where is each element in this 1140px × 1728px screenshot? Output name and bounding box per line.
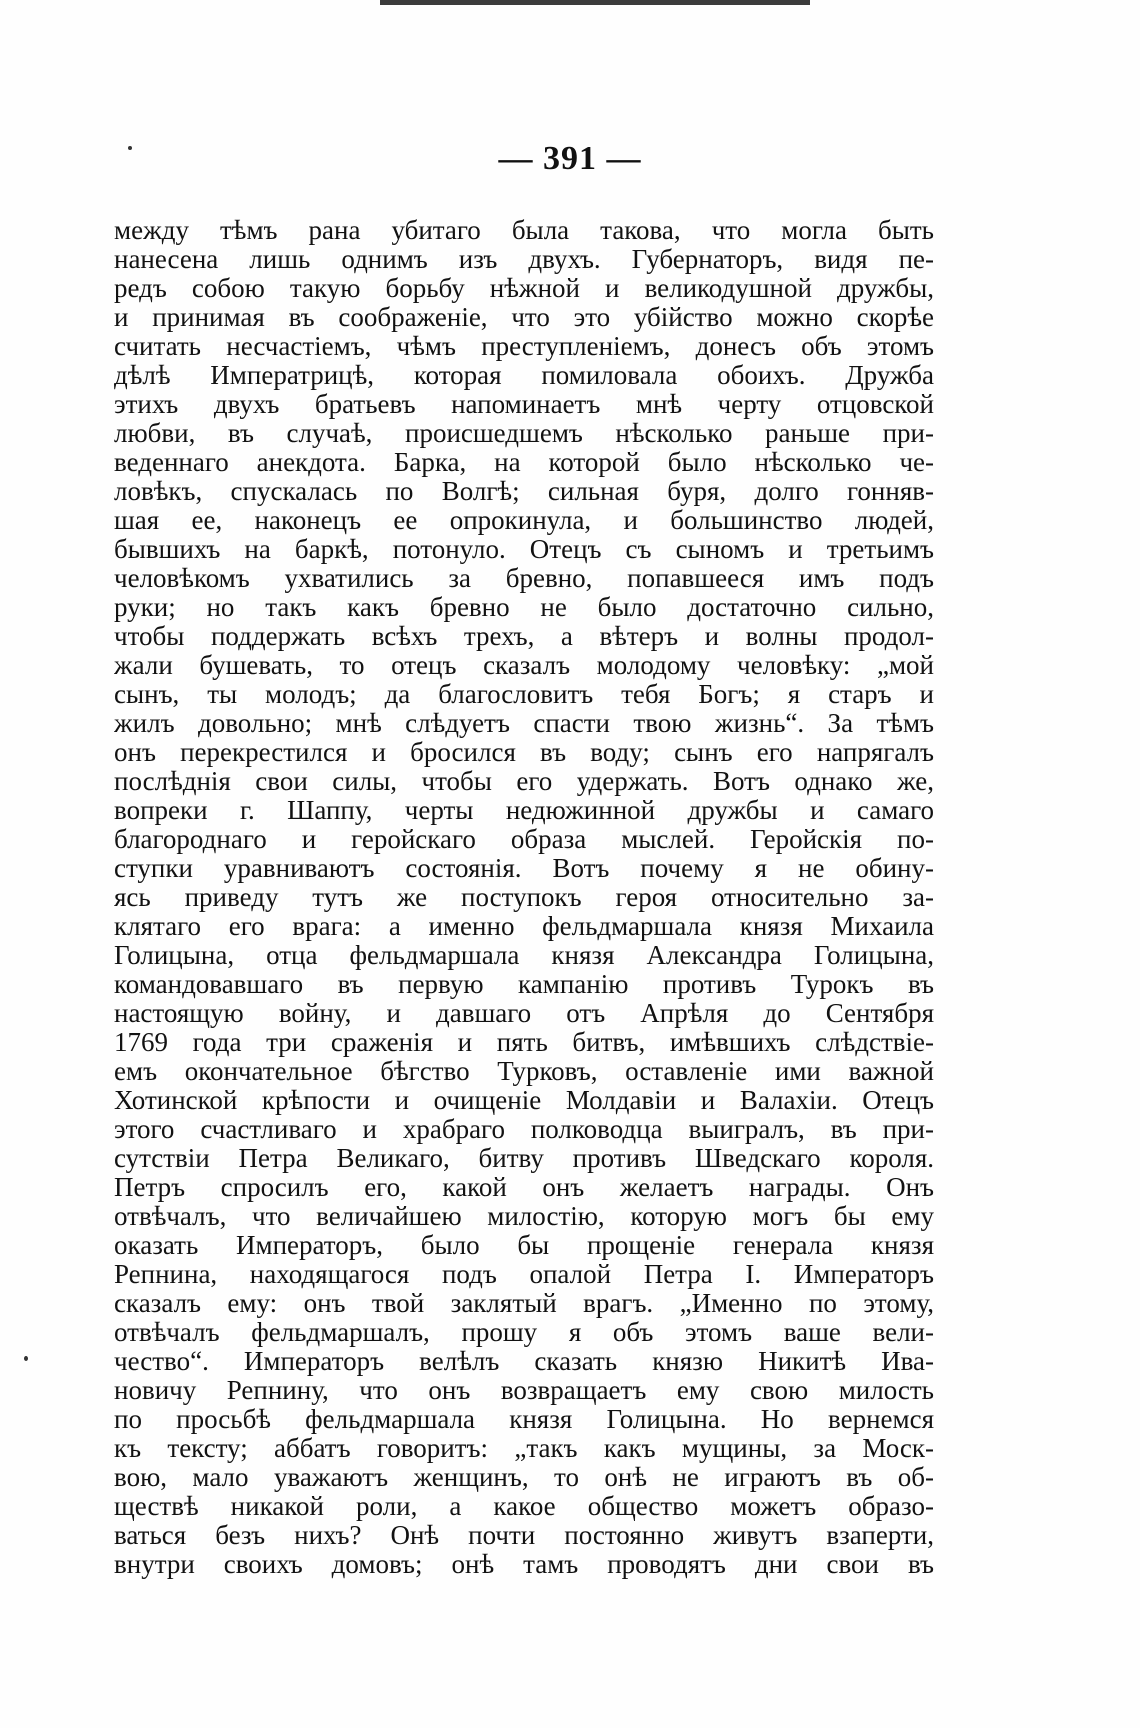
- text-line: ществѣ никакой роли, а какое общество можетъ образо-: [114, 1492, 934, 1521]
- top-edge-rule: [380, 0, 810, 5]
- text-line: внутри своихъ домовъ; онѣ тамъ проводятъ дни свои въ: [114, 1550, 934, 1579]
- text-line: отвѣчалъ фельдмаршалъ, прошу я объ этомъ ваше вели-: [114, 1318, 934, 1347]
- text-line: жали бушевать, то отецъ сказалъ молодому человѣку: „мой: [114, 651, 934, 680]
- print-speck: [24, 1356, 28, 1361]
- text-line: руки; но такъ какъ бревно не было достаточно сильно,: [114, 593, 934, 622]
- body-text: [114, 216, 934, 1579]
- text-line: нанесена лишь однимъ изъ двухъ. Губернаторъ, видя пе-: [114, 245, 934, 274]
- text-line: Голицына, отца фельдмаршала князя Александра Голицына,: [114, 941, 934, 970]
- text-line: благороднаго и геройскаго образа мыслей. Геройскія по-: [114, 825, 934, 854]
- text-line: и принимая въ соображеніе, что это убійство можно скорѣе: [114, 303, 934, 332]
- text-line: послѣднія свои силы, чтобы его удержать. Вотъ однако же,: [114, 767, 934, 796]
- text-line: отвѣчалъ, что величайшею милостію, которую могъ бы ему: [114, 1202, 934, 1231]
- text-line: чество“. Императоръ велѣлъ сказать князю Никитѣ Ива-: [114, 1347, 934, 1376]
- text-line: Репнина, находящагося подъ опалой Петра I. Императоръ: [114, 1260, 934, 1289]
- text-line: клятаго его врага: а именно фельдмаршала князя Михаила: [114, 912, 934, 941]
- text-line: редъ собою такую борьбу нѣжной и великодушной дружбы,: [114, 274, 934, 303]
- text-line: настоящую войну, и давшаго отъ Апрѣля до Сентября: [114, 999, 934, 1028]
- text-line: новичу Репнину, что онъ возвращаетъ ему свою милость: [114, 1376, 934, 1405]
- text-line: сынъ, ты молодъ; да благословитъ тебя Богъ; я старъ и: [114, 680, 934, 709]
- page-number: — 391 —: [498, 140, 642, 177]
- text-line: онъ перекрестился и бросился въ воду; сынъ его напрягалъ: [114, 738, 934, 767]
- text-line: оказать Императоръ, было бы прощеніе генерала князя: [114, 1231, 934, 1260]
- text-line: Петръ спросилъ его, какой онъ желаетъ награды. Онъ: [114, 1173, 934, 1202]
- text-line: емъ окончательное бѣгство Турковъ, оставленіе ими важной: [114, 1057, 934, 1086]
- text-line: человѣкомъ ухватились за бревно, попавшееся имъ подъ: [114, 564, 934, 593]
- text-line: веденнаго анекдота. Барка, на которой было нѣсколько че-: [114, 448, 934, 477]
- text-line: этихъ двухъ братьевъ напоминаетъ мнѣ черту отцовской: [114, 390, 934, 419]
- text-line: ступки уравниваютъ состоянія. Вотъ почему я не обину-: [114, 854, 934, 883]
- text-line: вопреки г. Шаппу, черты недюжинной дружбы и самаго: [114, 796, 934, 825]
- text-line: командовавшаго въ первую кампанію противъ Турокъ въ: [114, 970, 934, 999]
- text-line: ваться безъ нихъ? Онѣ почти постоянно живутъ взаперти,: [114, 1521, 934, 1550]
- text-line: по просьбѣ фельдмаршала князя Голицына. Но вернемся: [114, 1405, 934, 1434]
- text-line: къ тексту; аббатъ говоритъ: „такъ какъ мущины, за Моск-: [114, 1434, 934, 1463]
- text-line: 1769 года три сраженія и пять битвъ, имѣвшихъ слѣдствіе-: [114, 1028, 934, 1057]
- text-line: дѣлѣ Императрицѣ, которая помиловала обоихъ. Дружба: [114, 361, 934, 390]
- text-line: Хотинской крѣпости и очищеніе Молдавіи и Валахіи. Отецъ: [114, 1086, 934, 1115]
- text-line: чтобы поддержать всѣхъ трехъ, а вѣтеръ и волны продол-: [114, 622, 934, 651]
- text-line: любви, въ случаѣ, происшедшемъ нѣсколько раньше при-: [114, 419, 934, 448]
- text-line: ясь приведу тутъ же поступокъ героя относительно за-: [114, 883, 934, 912]
- text-line: вою, мало уважаютъ женщинъ, то онѣ не играютъ въ об-: [114, 1463, 934, 1492]
- text-line: этого счастливаго и храбраго полководца выигралъ, въ при-: [114, 1115, 934, 1144]
- text-line: ловѣкъ, спускалась по Волгѣ; сильная буря, долго гонняв-: [114, 477, 934, 506]
- text-line: считать несчастіемъ, чѣмъ преступленіемъ, донесъ объ этомъ: [114, 332, 934, 361]
- text-line: сказалъ ему: онъ твой заклятый врагъ. „Именно по этому,: [114, 1289, 934, 1318]
- text-line: бывшихъ на баркѣ, потонуло. Отецъ съ сыномъ и третьимъ: [114, 535, 934, 564]
- text-line: сутствіи Петра Великаго, битву противъ Шведскаго короля.: [114, 1144, 934, 1173]
- text-line: шая ее, наконецъ ее опрокинула, и большинство людей,: [114, 506, 934, 535]
- text-line: между тѣмъ рана убитаго была такова, что могла быть: [114, 216, 934, 245]
- text-line: жилъ довольно; мнѣ слѣдуетъ спасти твою жизнь“. За тѣмъ: [114, 709, 934, 738]
